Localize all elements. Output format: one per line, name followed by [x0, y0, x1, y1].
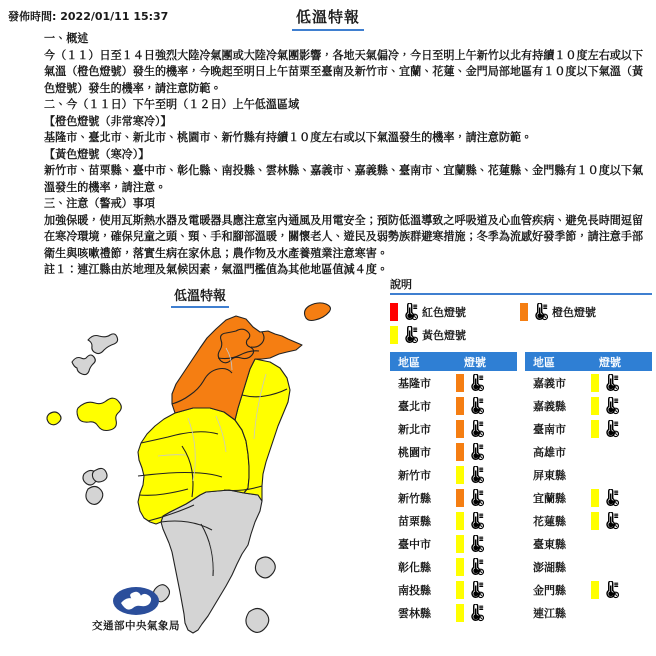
- signal-swatch: [456, 420, 464, 438]
- thermometer-snowflake-icon: [601, 420, 619, 438]
- region-table-left: [390, 352, 517, 624]
- signal-swatch: [456, 443, 464, 461]
- table-row: [390, 417, 517, 440]
- cell-area: 彰化縣: [398, 560, 431, 574]
- table-row: [390, 463, 517, 486]
- table-row: [525, 601, 652, 624]
- section-3-body: 加強保暖，使用瓦斯熱水器及電暖器具應注意室內通風及用電安全；預防低溫導致之呼吸道及心血管疾病、避免長時間逗留在寒冷環境，確保兒童之頭、頸、手和腳部溫暖，關懷老人、遊民及弱勢族群避寒措施；冬季為流感好發季節，請注意手部衛生與咳嗽禮節，落實生病在家休息；農作物及水產養殖業注意寒害。: [44, 213, 644, 260]
- table-row: [390, 486, 517, 509]
- table-row: [390, 532, 517, 555]
- cell-area: 新竹縣: [398, 491, 431, 505]
- table-row: [525, 509, 652, 532]
- signal-swatch: [591, 489, 599, 507]
- cell-area: 連江縣: [533, 606, 566, 620]
- signal-swatch: [591, 581, 599, 599]
- table-row: [525, 371, 652, 394]
- region-lvdao: [255, 557, 275, 578]
- table-row: [390, 394, 517, 417]
- table-row: [390, 440, 517, 463]
- cell-area: 苗栗縣: [398, 514, 431, 528]
- legend-swatch-red: [390, 303, 398, 321]
- signal-swatch: [591, 512, 599, 530]
- signal-swatch: [591, 374, 599, 392]
- legend-label-orange: 橙色燈號: [552, 305, 596, 319]
- cell-area: 雲林縣: [398, 606, 431, 620]
- cell-signal: [456, 420, 517, 438]
- cwb-org-name: 交通部中央氣象局: [92, 620, 180, 632]
- signal-swatch: [456, 397, 464, 415]
- signal-swatch: [456, 581, 464, 599]
- cell-area: 花蓮縣: [533, 514, 566, 528]
- column-header-signal: 燈號: [464, 355, 486, 369]
- signal-swatch: [456, 558, 464, 576]
- yellow-signal-body: 新竹市、苗栗縣、臺中市、彰化縣、南投縣、雲林縣、嘉義市、嘉義縣、臺南市、宜蘭縣、花蓮縣、金門縣有１０度以下氣溫發生的機率，請注意。: [44, 164, 644, 194]
- table-row: [525, 555, 652, 578]
- cell-area: 嘉義市: [533, 376, 566, 390]
- table-row: [525, 486, 652, 509]
- cell-area: 臺南市: [533, 422, 566, 436]
- cell-area: 桃園市: [398, 445, 431, 459]
- cell-signal: [456, 535, 517, 553]
- region-matsu-s: [72, 355, 95, 375]
- cell-signal: [456, 397, 517, 415]
- table-header-row: [525, 352, 652, 371]
- signal-swatch: [591, 397, 599, 415]
- table-row: [525, 532, 652, 555]
- section-1-body: 今（１１）日至１４日強烈大陸冷氣團或大陸冷氣團影響，各地天氣偏冷，今日至明上午新竹以北有持續１０度左右或以下氣溫（橙色燈號）發生的機率，今晚起至明日上午苗栗至臺南及新竹市、宜蘭、花蓮、金門局部地區有１０度以下氣溫（黃色燈號）發生的機率，請注意防範。: [44, 48, 644, 95]
- thermometer-snowflake-icon: [466, 604, 484, 622]
- section-3-heading: 三、注意（警戒）事項: [44, 197, 155, 210]
- table-row: [390, 578, 517, 601]
- legend-swatch-orange: [520, 303, 528, 321]
- signal-swatch: [456, 489, 464, 507]
- thermometer-snowflake-icon: [400, 303, 418, 321]
- cwb-logo: [76, 586, 196, 633]
- signal-swatch: [456, 374, 464, 392]
- footnote-1: 註１：連江縣由於地理及氣候因素，氣溫門檻值為其他地區值減４度。: [44, 263, 388, 276]
- cell-signal: [456, 512, 517, 530]
- thermometer-snowflake-icon: [466, 420, 484, 438]
- table-row: [390, 371, 517, 394]
- legend-swatch-yellow: [390, 326, 398, 344]
- cell-area: 金門縣: [533, 583, 566, 597]
- region-kinmen-islet: [47, 412, 61, 425]
- thermometer-snowflake-icon: [466, 489, 484, 507]
- cell-area: 基隆市: [398, 376, 431, 390]
- legend-rows: [390, 300, 652, 346]
- cell-signal: [591, 512, 652, 530]
- table-row: [525, 440, 652, 463]
- region-penghu-b: [92, 468, 107, 482]
- region-matsu-n: [88, 334, 118, 354]
- thermometer-snowflake-icon: [530, 303, 548, 321]
- region-penghu-c: [86, 487, 103, 505]
- cell-area: 新竹市: [398, 468, 431, 482]
- cell-signal: [456, 374, 517, 392]
- advisory-article: [44, 31, 644, 279]
- orange-signal-label: 【橙色燈號（非常寒冷）】: [44, 114, 172, 128]
- legend-label-yellow: 黃色燈號: [422, 328, 466, 342]
- column-header-signal: 燈號: [599, 355, 621, 369]
- cell-signal: [591, 581, 652, 599]
- legend-item-yellow: [390, 326, 520, 344]
- cell-area: 宜蘭縣: [533, 491, 566, 505]
- cell-area: 嘉義縣: [533, 399, 566, 413]
- column-header-area: 地區: [533, 355, 555, 369]
- legend-row: [390, 323, 652, 346]
- thermometer-snowflake-icon: [466, 443, 484, 461]
- section-2-heading: 二、今（１１日）下午至明（１２日）上午低溫區域: [44, 98, 300, 111]
- cell-area: 澎湖縣: [533, 560, 566, 574]
- thermometer-snowflake-icon: [400, 326, 418, 344]
- signal-swatch: [456, 466, 464, 484]
- cwb-emblem-icon: [112, 586, 160, 616]
- orange-signal-body: 基隆市、臺北市、新北市、桃園市、新竹縣有持續１０度左右或以下氣溫發生的機率，請注意防範。: [44, 131, 533, 144]
- table-row: [390, 601, 517, 624]
- table-row: [390, 555, 517, 578]
- cell-area: 高雄市: [533, 445, 566, 459]
- region-ne-islet-orange: [305, 303, 331, 321]
- cell-signal: [591, 489, 652, 507]
- thermometer-snowflake-icon: [601, 512, 619, 530]
- cell-signal: [456, 443, 517, 461]
- legend-item-red: [390, 303, 520, 321]
- section-1-heading: 一、概述: [44, 32, 89, 45]
- cell-signal: [456, 466, 517, 484]
- region-kinmen: [77, 398, 121, 430]
- region-signal-tables: [390, 352, 652, 624]
- cell-area: 臺中市: [398, 537, 431, 551]
- page-title-text: 低溫特報: [292, 6, 364, 31]
- thermometer-snowflake-icon: [601, 397, 619, 415]
- legend-panel: [390, 276, 652, 624]
- cell-area: 臺東縣: [533, 537, 566, 551]
- table-row: [525, 578, 652, 601]
- legend-heading: 說明: [390, 276, 652, 295]
- table-body-left: [390, 371, 517, 624]
- column-header-area: 地區: [398, 355, 420, 369]
- cell-signal: [591, 374, 652, 392]
- thermometer-snowflake-icon: [466, 558, 484, 576]
- cell-area: 屏東縣: [533, 468, 566, 482]
- thermometer-snowflake-icon: [601, 374, 619, 392]
- table-row: [390, 509, 517, 532]
- cell-signal: [456, 581, 517, 599]
- thermometer-snowflake-icon: [466, 535, 484, 553]
- signal-swatch: [456, 535, 464, 553]
- thermometer-snowflake-icon: [466, 581, 484, 599]
- legend-row: [390, 300, 652, 323]
- region-table-right: [525, 352, 652, 624]
- table-row: [525, 394, 652, 417]
- table-row: [525, 463, 652, 486]
- table-body-right: [525, 371, 652, 624]
- region-lanyu: [246, 609, 269, 633]
- yellow-signal-label: 【黃色燈號（寒冷）】: [44, 147, 150, 161]
- thermometer-snowflake-icon: [466, 512, 484, 530]
- signal-swatch: [456, 604, 464, 622]
- cell-signal: [591, 397, 652, 415]
- cell-signal: [456, 604, 517, 622]
- cell-signal: [456, 558, 517, 576]
- signal-swatch: [591, 420, 599, 438]
- cell-area: 新北市: [398, 422, 431, 436]
- cell-signal: [456, 489, 517, 507]
- legend-label-red: 紅色燈號: [422, 305, 466, 319]
- thermometer-snowflake-icon: [601, 489, 619, 507]
- signal-swatch: [456, 512, 464, 530]
- cell-area: 臺北市: [398, 399, 431, 413]
- page-title: [0, 6, 656, 31]
- map-title-text: 低溫特報: [171, 285, 229, 308]
- table-row: [525, 417, 652, 440]
- thermometer-snowflake-icon: [466, 397, 484, 415]
- cell-area: 南投縣: [398, 583, 431, 597]
- cell-signal: [591, 420, 652, 438]
- thermometer-snowflake-icon: [466, 466, 484, 484]
- thermometer-snowflake-icon: [601, 581, 619, 599]
- legend-item-orange: [520, 303, 650, 321]
- issue-time: 發佈時間: 2022/01/11 15:37: [8, 10, 169, 23]
- table-header-row: [390, 352, 517, 371]
- thermometer-snowflake-icon: [466, 374, 484, 392]
